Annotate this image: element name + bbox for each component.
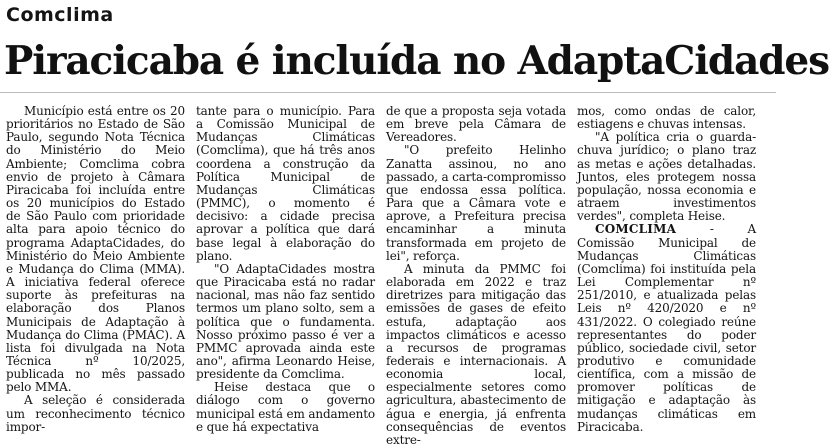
paragraph: Município está entre os 20 prioritários no Estado de São Paulo, segundo Nota Técnica do Ministério do Meio Ambiente; Comclima cobra envio de projeto à Câmara Piracicaba foi incluída entre os 20 municípios do Estado de São Paulo com prioridade alta para apoio técnico do programa AdaptaCidades, do Ministério do Meio Ambiente e Mudança do Clima (MMA). A iniciativa federal oferece suporte às prefeituras na elaboração dos Planos Municipais de Adaptação à Mudança do Clima (PMAC). A lista foi divulgada na Nota Técnica nº 10/2025, publicada no mês passado pelo MMA. — [6, 104, 185, 395]
paragraph: "A política cria o guarda-chuva jurídico; o plano traz as metas e ações detalhadas. Juntos, eles protegem nossa população, nossa economia e atraem investimentos verdes", completa Heise. — [577, 130, 756, 224]
paragraph: A seleção é considerada um reconhecimento técnico impor- — [6, 393, 185, 434]
paragraph: A minuta da PMMC foi elaborada em 2022 e traz diretrizes para mitigação das emissões de gases de efeito estufa, adaptação aos impactos climáticos e acesso a recursos de programas federais e internacionais. A economia local, especialmente setores como agricultura, abastecimento de água e energia, já enfrenta consequências de eventos extre- — [386, 261, 566, 447]
headline: Piracicaba é incluída no AdaptaCidades — [4, 38, 829, 84]
article-column-3 — [386, 104, 566, 447]
article-column-4 — [577, 104, 756, 434]
comclima-note — [577, 223, 756, 434]
article-column-2 — [196, 104, 375, 434]
paragraph: "O prefeito Helinho Zanatta assinou, no ano passado, a carta-compromisso que endossa essa política. Para que a Câmara vote e aprove, a Prefeitura precisa encaminhar a minuta transformada em projeto de lei", reforça. — [386, 143, 566, 263]
paragraph: de que a proposta seja votada em breve pela Câmara de Vereadores. — [386, 104, 566, 145]
note-kicker: COMCLIMA — [595, 222, 677, 237]
paragraph: tante para o município. Para a Comissão Municipal de Mudanças Climáticas (Comclima), que há três anos coordena a construção da Política Municipal de Mudanças Climáticas (PMMC), o momento é decisivo: a cidade precisa aprovar a política que dará base legal à elaboração do plano. — [196, 104, 375, 263]
article-column-1 — [6, 104, 185, 434]
section-label: Comclima — [6, 4, 114, 26]
paragraph: mos, como ondas de calor, estiagens e chuvas intensas. — [577, 104, 756, 132]
note-text: - A Comissão Municipal de Mudanças Climáticas (Comclima) foi instituída pela Lei Complementar nº 251/2010, e atualizada pelas Leis nº 420/2020 e nº 431/2022. O colegiado reúne representantes do poder público, sociedade civil, setor produtivo e comunidade científica, com a missão de promover políticas de mitigação e adaptação às mudanças climáticas em Piracicaba. — [577, 222, 756, 434]
paragraph: Heise destaca que o diálogo com o governo municipal está em andamento e que há expectativa — [196, 380, 375, 434]
headline-rule — [0, 92, 776, 93]
paragraph: "O AdaptaCidades mostra que Piracicaba está no radar nacional, mas não faz sentido termos um plano solto, sem a política que o fundamenta. Nosso próximo passo é ver a PMMC aprovada ainda este ano", afirma Leonardo Heise, presidente da Comclima. — [196, 261, 375, 382]
